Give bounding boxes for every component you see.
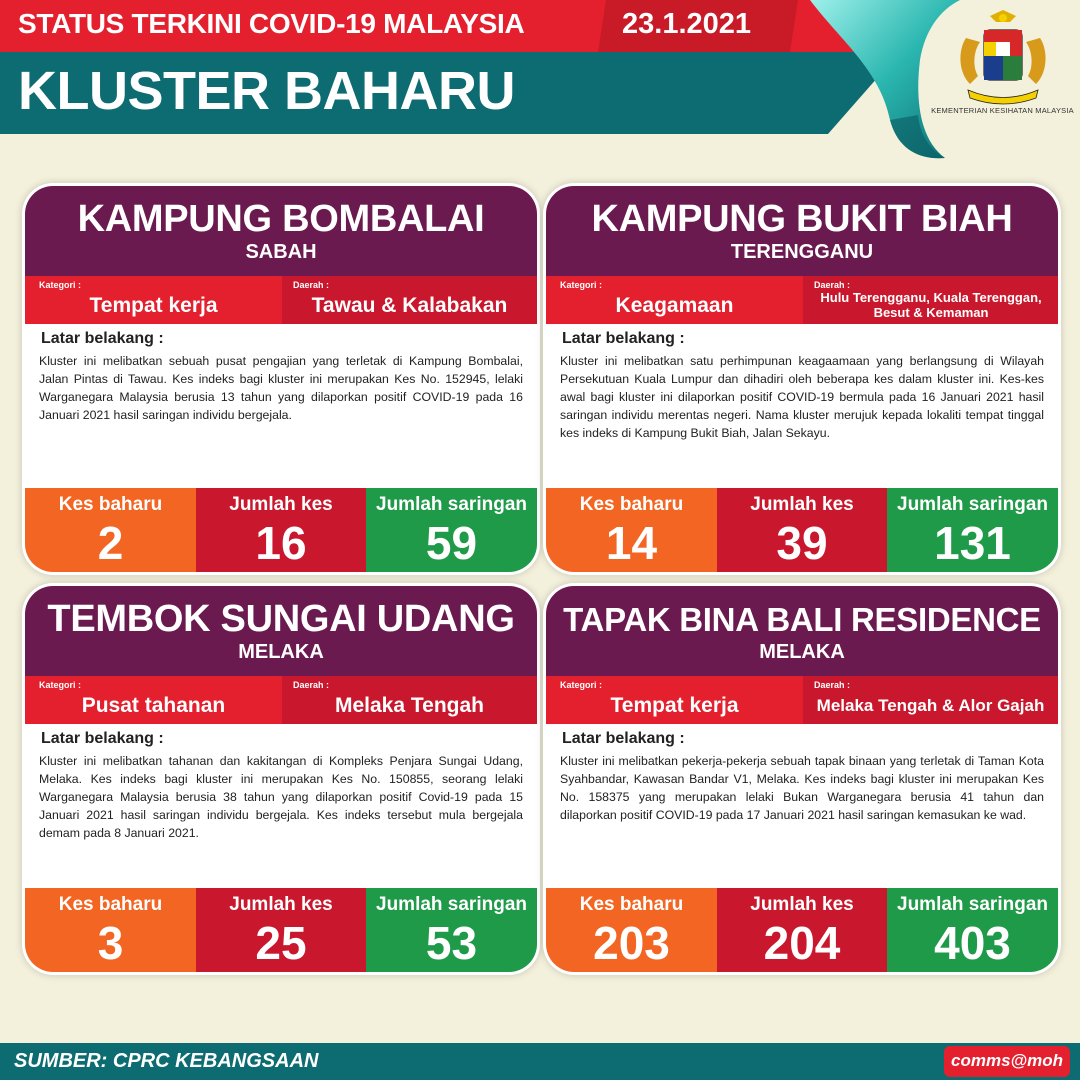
- background-text: Kluster ini melibatkan sebuah pusat pengajian yang terletak di Kampung Bombalai, Jalan Pintas di Tawau. Kes indeks bagi kluster ini merupakan Kes No. 152945, lelaki Warganegara Malaysia berusia 13 tahun yang dilaporkan positif COVID-19 pada 16 Januari 2021 hasil saringan individu bergejala.: [39, 354, 523, 422]
- stat-value: 204: [763, 917, 841, 969]
- stat-value: 203: [593, 917, 670, 969]
- background-text: Kluster ini melibatkan pekerja-pekerja sebuah tapak binaan yang terletak di Taman Kota Syahbandar, Kawasan Bandar V1, Melaka. Kes indeks bagi kluster ini merupakan Kes No. 158375 yang merupakan lelaki Bukan Warganegara berusia 41 tahun dan dilaporkan positif COVID-19 pada 17 Januari 2021 hasil saringan kemasukan ke wad.: [560, 754, 1044, 822]
- daerah-value: Hulu Terengganu, Kuala Terenggan, Besut & Kemaman: [820, 290, 1042, 320]
- stat-value: 53: [425, 917, 478, 969]
- stat-label: Jumlah saringan: [897, 894, 1048, 915]
- malaysia-coat-of-arms-icon: [948, 10, 1058, 110]
- latar-label: Latar belakang :: [41, 730, 164, 747]
- stat-value: 2: [97, 517, 124, 569]
- latar-label: Latar belakang :: [562, 730, 685, 747]
- cluster-name: KAMPUNG BUKIT BIAH: [591, 198, 1013, 240]
- kategori-label: Kategori :: [560, 280, 603, 290]
- comms-handle: comms@moh: [951, 1051, 1063, 1070]
- stat-kes-baharu: [546, 888, 717, 972]
- stat-value: 16: [255, 517, 307, 569]
- kategori-value: Tempat kerja: [89, 294, 218, 317]
- cluster-state: MELAKA: [759, 641, 845, 663]
- stat-jumlah-saringan: [366, 888, 537, 972]
- cluster-card-2: [546, 186, 1058, 572]
- stat-jumlah-saringan: [887, 488, 1058, 572]
- cluster-name: TEMBOK SUNGAI UDANG: [47, 598, 515, 640]
- daerah-label: Daerah :: [814, 680, 851, 690]
- daerah-label: Daerah :: [293, 280, 330, 290]
- stat-label: Jumlah saringan: [376, 894, 527, 915]
- page-curl-icon: [770, 0, 960, 165]
- ministry-name: KEMENTERIAN KESIHATAN MALAYSIA: [931, 106, 1074, 115]
- stat-label: Kes baharu: [58, 494, 163, 515]
- cluster-card-3: [25, 586, 537, 972]
- cluster-card-1: [25, 186, 537, 572]
- stat-jumlah-kes: [196, 888, 366, 972]
- stat-kes-baharu: [546, 488, 717, 572]
- stat-label: Jumlah kes: [229, 494, 333, 515]
- kategori-value: Pusat tahanan: [81, 694, 226, 717]
- stat-jumlah-kes: [196, 488, 366, 572]
- stat-label: Jumlah kes: [750, 894, 854, 915]
- kategori-label: Kategori :: [560, 680, 603, 690]
- background-text: Kluster ini melibatkan tahanan dan kakitangan di Kompleks Penjara Sungai Udang, Melaka. Kes indeks bagi kluster ini merupakan Kes No. 150855, seorang lelaki Warganegara Malaysia berusia 38 tahun yang dilaporkan positif Covid-19 pada 15 Januari 2021 hasil saringan individu bergejala. Kes indeks tersebut mula bergejala demam pada 8 Januari 2021.: [39, 754, 523, 840]
- stat-label: Kes baharu: [579, 894, 684, 915]
- cluster-name: TAPAK BINA BALI RESIDENCE: [563, 601, 1041, 638]
- stat-jumlah-kes: [717, 888, 887, 972]
- daerah-value: Melaka Tengah: [335, 694, 484, 717]
- daerah-label: Daerah :: [814, 280, 851, 290]
- kategori-value: Keagamaan: [615, 294, 734, 317]
- latar-label: Latar belakang :: [562, 330, 685, 347]
- stat-label: Kes baharu: [58, 894, 163, 915]
- page-title: KLUSTER BAHARU: [18, 61, 515, 121]
- stat-value: 3: [97, 917, 124, 969]
- stat-kes-baharu: [25, 888, 196, 972]
- stat-label: Jumlah kes: [750, 494, 854, 515]
- stat-jumlah-saringan: [366, 488, 537, 572]
- cluster-card-4: [546, 586, 1058, 972]
- stat-jumlah-saringan: [887, 888, 1058, 972]
- kategori-label: Kategori :: [39, 680, 82, 690]
- stat-label: Jumlah saringan: [376, 494, 527, 515]
- stat-kes-baharu: [25, 488, 196, 572]
- kategori-value: Tempat kerja: [610, 694, 739, 717]
- cluster-state: SABAH: [245, 241, 317, 263]
- daerah-value: Tawau & Kalabakan: [311, 294, 508, 317]
- stat-value: 14: [605, 517, 658, 569]
- stat-value: 403: [934, 917, 1011, 969]
- stat-label: Jumlah kes: [229, 894, 333, 915]
- source-text: SUMBER: CPRC KEBANGSAAN: [14, 1050, 319, 1072]
- header-title: STATUS TERKINI COVID-19 MALAYSIA: [18, 8, 525, 39]
- stat-label: Kes baharu: [579, 494, 684, 515]
- stat-value: 39: [776, 517, 828, 569]
- latar-label: Latar belakang :: [41, 330, 164, 347]
- stat-value: 59: [425, 517, 478, 569]
- cluster-state: TERENGGANU: [730, 241, 874, 263]
- stat-label: Jumlah saringan: [897, 494, 1048, 515]
- daerah-value: Melaka Tengah & Alor Gajah: [816, 696, 1045, 715]
- kategori-label: Kategori :: [39, 280, 82, 290]
- background-text: Kluster ini melibatkan satu perhimpunan keagaamaan yang berlangsung di Wilayah Persekutuan Kuala Lumpur dan dihadiri oleh beberapa kes dalam kluster ini. Kes-kes awal bagi kluster ini dilaporkan positif COVID-19 bermula pada 16 Januari 2021 hasil saringan individu merentas negeri. Nama kluster merujuk kepada lokaliti tempat tinggal kes indeks di Kampung Bukit Biah, Jalan Sekayu.: [560, 354, 1044, 440]
- stat-value: 131: [934, 517, 1011, 569]
- daerah-label: Daerah :: [293, 680, 330, 690]
- stat-jumlah-kes: [717, 488, 887, 572]
- stat-value: 25: [255, 917, 307, 969]
- cluster-state: MELAKA: [238, 641, 324, 663]
- header-date: 23.1.2021: [622, 8, 752, 40]
- cluster-name: KAMPUNG BOMBALAI: [77, 198, 485, 240]
